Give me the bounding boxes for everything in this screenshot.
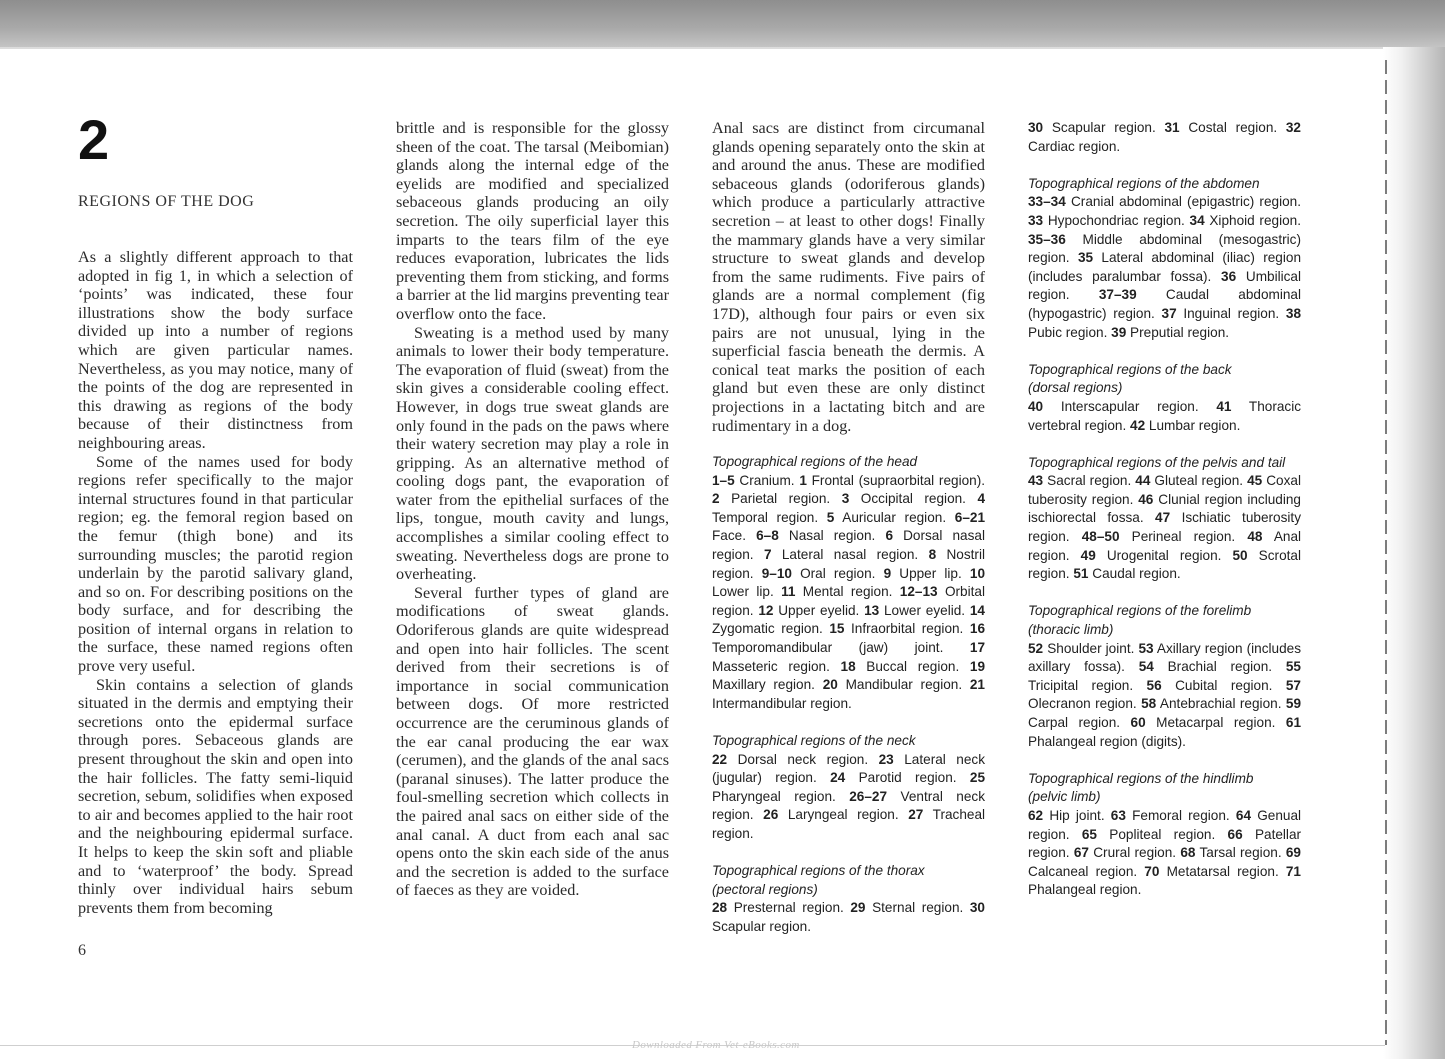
legend-entry-number: 48–50 xyxy=(1081,529,1120,545)
legend-entry-label: Nostril region. xyxy=(712,546,986,581)
legend-entry-label: Interscapular region. xyxy=(1060,398,1199,414)
legend-entry-number: 12 xyxy=(758,602,774,618)
legend-items xyxy=(712,472,985,714)
legend-entry-number: 34 xyxy=(1189,212,1205,228)
legend-entry-number: 37 xyxy=(1161,305,1177,321)
legend-entry-label: Frontal (supraorbital region). xyxy=(811,472,986,488)
legend-entry-number: 45 xyxy=(1247,473,1263,489)
legend-entry-label: Phalangeal region. xyxy=(1028,882,1142,898)
paragraph: Some of the names used for body regions refer specifically to the major internal structures found in that particular region; eg. the femoral region based on the femur (thigh bone) and its surrounding muscles; the parotid region underlain by the parotid salivary gland, and so on. For describing positions on the body surface, and for describing the position of internal organs in relation to the surface, these named regions often prove very useful. xyxy=(78,452,353,676)
legend-entry xyxy=(1162,306,1280,321)
legend-heading: Topographical regions of the head xyxy=(712,454,918,469)
legend-back xyxy=(1028,361,1301,435)
legend-entry xyxy=(1028,194,1301,209)
legend-entry-number: 66 xyxy=(1227,826,1243,842)
legend-entry-number: 40 xyxy=(1028,398,1044,414)
legend-items xyxy=(1028,472,1301,584)
legend-subheading: (dorsal regions) xyxy=(1028,380,1123,396)
legend-entry xyxy=(850,900,963,915)
legend-entry-number: 8 xyxy=(928,546,937,562)
legend-entry-number: 26 xyxy=(763,807,779,823)
legend-entry xyxy=(712,491,830,506)
legend-entry xyxy=(1130,418,1240,433)
legend-entry xyxy=(829,621,963,636)
legend-entry-number: 10 xyxy=(969,565,986,581)
legend-entry-label: Costal region. xyxy=(1188,120,1278,135)
legend-entry-number: 35 xyxy=(1077,250,1094,266)
legend-entry-number: 25 xyxy=(969,770,986,786)
legend-items xyxy=(712,751,985,844)
legend-entry-label: Laryngeal region. xyxy=(787,807,899,823)
legend-heading: Topographical regions of the abdomen xyxy=(1028,175,1260,191)
legend-entry-number: 27 xyxy=(908,807,924,823)
legend-entry-label: Dorsal neck region. xyxy=(737,751,869,767)
legend-entry-label: Olecranon region. xyxy=(1028,696,1137,712)
legend-items xyxy=(1028,193,1301,342)
legend-entry-number: 6 xyxy=(885,528,893,544)
legend-forelimb xyxy=(1028,602,1301,751)
legend-entry-number: 1 xyxy=(799,472,807,488)
legend-entry-label: Zygomatic region. xyxy=(712,621,823,637)
legend-entry-number: 43 xyxy=(1028,473,1044,489)
legend-entry-label: Lumbar region. xyxy=(1148,417,1241,433)
legend-entry-number: 51 xyxy=(1073,566,1089,582)
legend-entry-number: 20 xyxy=(822,677,838,693)
legend-pelvis xyxy=(1028,454,1301,584)
legend-entry-label: Metatarsal region. xyxy=(1166,863,1279,879)
legend-entry-label: Axillary region (includes axillary fossa). xyxy=(1028,640,1301,675)
legend-entry-label: Lateral nasal region. xyxy=(781,546,919,562)
legend-column-4 xyxy=(1028,119,1301,919)
legend-entry xyxy=(762,566,876,581)
legend-entry-number: 53 xyxy=(1138,640,1154,656)
legend-entry-label: Auricular region. xyxy=(842,509,947,525)
legend-entry-label: Hypochondriac region. xyxy=(1047,212,1185,228)
legend-entry xyxy=(830,770,956,785)
legend-entry xyxy=(764,547,918,562)
legend-entry-label: Dorsal nasal region. xyxy=(712,528,985,562)
legend-entry-label: Clunial region including ischiorectal fossa. xyxy=(1028,491,1301,526)
legend-entry-label: Masseteric region. xyxy=(712,658,830,674)
legend-entry-number: 4 xyxy=(977,491,986,507)
legend-entry xyxy=(1028,641,1134,656)
paragraph: Anal sacs are distinct from circumanal glands opening separately onto the skin at and around the anus. These are modified sebaceous glands (odoriferous glands) which produce a particularly attractive secretion – at least to other dogs! Finally the mammary glands have a very similar structure to sweat glands and develop from the same rudiments. Five pairs of glands are a normal complement (fig 17D), although four pairs or even six pairs are not unusual, lying in the superficial fascia beneath the dermis. A conical teat marks the position of each gland but even these are only distinct projections in a lactating bitch and are rudimentary in a dog. xyxy=(712,119,985,435)
legend-entry-label: Gluteal region. xyxy=(1154,473,1244,489)
legend-entry xyxy=(756,528,875,543)
legend-entry xyxy=(1139,659,1272,674)
legend-entry-number: 42 xyxy=(1130,417,1146,433)
legend-entry xyxy=(1190,213,1301,228)
legend-entry-label: Temporal region. xyxy=(712,509,819,525)
legend-entry-label: Mandibular region. xyxy=(845,677,963,693)
legend-entry-label: Lateral abdominal (iliac) region (includes paralumbar fossa). xyxy=(1028,250,1302,284)
legend-entry-label: Antebrachial region. xyxy=(1159,696,1282,712)
chapter-title: REGIONS OF THE DOG xyxy=(78,193,255,210)
legend-entry-number: 9–10 xyxy=(761,565,792,581)
legend-entry xyxy=(758,603,859,618)
legend-entry-label: Intermandibular region. xyxy=(712,695,852,711)
body-column-2 xyxy=(396,119,669,900)
legend-entry-number: 41 xyxy=(1216,398,1232,414)
legend-entry xyxy=(1111,325,1229,340)
legend-entry-label: Scapular region. xyxy=(1051,120,1156,135)
legend-entry xyxy=(712,900,844,915)
legend-entry-number: 48 xyxy=(1247,529,1263,545)
legend-entry-number: 59 xyxy=(1285,696,1302,712)
legend-entry-number: 70 xyxy=(1144,863,1160,879)
legend-entry-number: 12–13 xyxy=(899,584,938,600)
legend-entry-label: Presternal region. xyxy=(733,900,844,916)
legend-entry-label: Femoral region. xyxy=(1132,807,1230,823)
legend-entry xyxy=(1082,827,1215,842)
legend-entry xyxy=(1082,529,1236,544)
legend-entry-label: Tracheal region. xyxy=(712,807,986,841)
legend-entry-number: 3 xyxy=(841,491,850,507)
legend-entry-label: Tricipital region. xyxy=(1028,677,1134,693)
legend-entry-label: Oral region. xyxy=(800,565,876,581)
legend-entry-label: Orbital region. xyxy=(712,584,985,618)
legend-entry-label: Lower lip. xyxy=(712,584,774,600)
legend-entry-number: 21 xyxy=(969,677,985,693)
legend-entry xyxy=(1028,213,1185,228)
paragraph: Skin contains a selection of glands situated in the dermis and emptying their secretions onto the epidermal surface through pores. Sebaceous glands are present throughout the skin and open into the hair follicles. The fatty semi-liquid secretion, sebum, solidifies when exposed to air and becomes applied to the hair root and the neighbouring epidermal surface. It helps to keep the skin soft and pliable and to ‘waterproof’ the body. Spread thinly over individual hairs sebum prevents them from becoming xyxy=(78,675,353,917)
legend-entry-label: Lateral neck (jugular) region. xyxy=(712,751,985,786)
legend-entry-number: 54 xyxy=(1138,659,1154,675)
legend-entry-label: Upper eyelid. xyxy=(778,602,860,618)
paragraph: Several further types of gland are modifications of sweat glands. Odoriferous glands are quite widespread and open into hair follicles. The scent derived from their secretions is of importance in social communication between dogs. Of more restricted occurrence are the ceruminous glands of the ear canal producing the ear wax (cerumen), and the glands of the anal sacs (paranal sinuses). The latter produce the foul-smelling secretion which collects in the paired anal sacs on either side of the anal canal. A duct from each anal sac opens onto the skin each side of the anus and the secretion is added to the surface of faeces as they are voided. xyxy=(396,583,669,900)
legend-entry-label: Caudal region. xyxy=(1092,566,1181,582)
legend-entry-label: Lower eyelid. xyxy=(883,602,966,618)
legend-subheading: (pectoral regions) xyxy=(712,881,818,897)
legend-entry-label: Genual region. xyxy=(1028,807,1302,842)
legend-entry xyxy=(712,473,795,488)
legend-entry-number: 58 xyxy=(1141,696,1157,712)
legend-entry-number: 63 xyxy=(1110,807,1126,823)
legend-entry-label: Anal region. xyxy=(1028,529,1302,563)
legend-entry-label: Temporomandibular (jaw) joint. xyxy=(712,639,944,655)
legend-entry-label: Brachial region. xyxy=(1167,659,1273,675)
legend-entry-label: Crural region. xyxy=(1093,845,1177,861)
legend-entry xyxy=(827,510,946,525)
legend-entry-number: 6–8 xyxy=(756,528,779,544)
legend-entry-number: 5 xyxy=(826,509,835,525)
legend-items xyxy=(1028,119,1301,156)
legend-entry-label: Umbilical region. xyxy=(1028,268,1302,303)
legend-entry-label: Hip joint. xyxy=(1049,807,1105,823)
legend-entry-number: 64 xyxy=(1235,807,1252,823)
legend-subheading: (pelvic limb) xyxy=(1028,789,1101,805)
legend-entry-number: 62 xyxy=(1028,807,1044,823)
legend-entry-number: 56 xyxy=(1146,677,1162,693)
legend-heading: Topographical regions of the hindlimb xyxy=(1028,770,1254,786)
legend-entry-number: 23 xyxy=(878,751,894,767)
legend-entry-number: 15 xyxy=(829,621,845,637)
legend-entry-number: 30 xyxy=(1028,120,1044,135)
legend-items xyxy=(712,899,985,936)
legend-entry xyxy=(884,566,962,581)
legend-entry-number: 6–21 xyxy=(954,509,986,525)
legend-entry-label: Maxillary region. xyxy=(712,677,815,693)
legend-entry xyxy=(1028,473,1131,488)
legend-entry-number: 31 xyxy=(1164,120,1180,135)
legend-subheading: (thoracic limb) xyxy=(1028,622,1114,638)
legend-entry xyxy=(1028,399,1199,414)
legend-thorax xyxy=(712,862,985,936)
legend-entry-label: Middle abdominal (mesogastric) region. xyxy=(1028,231,1302,266)
legend-entry-label: Cardiac region. xyxy=(1028,138,1121,154)
legend-entry xyxy=(1165,120,1278,135)
legend-entry-label: Patellar region. xyxy=(1028,826,1302,861)
legend-entry-label: Cubital region. xyxy=(1175,677,1273,693)
legend-entry-number: 49 xyxy=(1080,547,1096,563)
legend-entry-label: Pubic region. xyxy=(1028,324,1108,340)
legend-entry-number: 14 xyxy=(969,602,985,618)
legend-entry xyxy=(1135,473,1243,488)
legend-items xyxy=(1028,807,1301,900)
legend-entry-label: Parietal region. xyxy=(731,491,831,507)
legend-entry-label: Perineal region. xyxy=(1131,529,1236,545)
legend-entry-number: 71 xyxy=(1285,863,1301,879)
legend-entry-label: Inguinal region. xyxy=(1183,305,1280,321)
legend-entry xyxy=(781,584,892,599)
legend-entry-label: Urogenital region. xyxy=(1106,547,1222,563)
legend-entry-number: 36 xyxy=(1221,268,1237,284)
legend-column-3 xyxy=(712,453,985,955)
legend-entry xyxy=(1141,696,1281,711)
legend-entry xyxy=(1081,548,1222,563)
legend-entry-number: 13 xyxy=(864,602,880,618)
legend-entry-number: 22 xyxy=(712,751,728,767)
legend-entry-label: Ischiatic tuberosity region. xyxy=(1028,510,1301,545)
legend-heading: Topographical regions of the neck xyxy=(712,732,916,748)
paragraph: brittle and is responsible for the glossy sheen of the coat. The tarsal (Meibomian) glands along the internal edge of the eyelids are modified and specialized sebaceous glands producing an oily secretion. The oily superficial layer this imparts to the tears film of the eye reduces evaporation, lubricates the lids preventing them from sticking, and forms a barrier at the lid margins preventing tear overflow onto the face. xyxy=(396,119,669,323)
legend-thorax-continued xyxy=(1028,119,1301,156)
legend-entry xyxy=(1144,864,1278,879)
legend-entry xyxy=(1111,808,1230,823)
legend-entry-number: 9 xyxy=(883,565,892,581)
legend-abdomen xyxy=(1028,175,1301,342)
legend-entry-label: Buccal region. xyxy=(866,658,960,674)
legend-entry-number: 19 xyxy=(969,658,986,674)
legend-entry xyxy=(1073,566,1180,581)
legend-entry xyxy=(1180,845,1281,860)
legend-entry-label: Nasal region. xyxy=(788,528,876,544)
legend-entry-number: 61 xyxy=(1285,715,1302,730)
legend-heading: Topographical regions of the thorax xyxy=(712,863,925,879)
legend-entry xyxy=(1074,845,1176,860)
legend-entry-label: Mental region. xyxy=(802,584,893,600)
legend-entry-number: 24 xyxy=(830,770,846,786)
legend-entry xyxy=(864,603,965,618)
legend-entry-label: Occipital region. xyxy=(860,491,966,507)
legend-entry-label: Thoracic vertebral region. xyxy=(1028,398,1302,433)
legend-entry-number: 37–39 xyxy=(1098,287,1137,303)
legend-entry-number: 39 xyxy=(1111,324,1127,340)
legend-entry-number: 57 xyxy=(1285,677,1301,693)
legend-entry-number: 35–36 xyxy=(1028,231,1066,247)
legend-entry-label: Caudal abdominal (hypogastric) region. xyxy=(1028,287,1301,321)
legend-entry-label: Carpal region. xyxy=(1028,715,1121,730)
legend-entry xyxy=(1028,120,1156,135)
legend-entry-label: Preputial region. xyxy=(1130,324,1230,340)
legend-entry-number: 18 xyxy=(840,658,856,674)
scan-top-shadow xyxy=(0,47,1385,49)
legend-entry-label: Scapular region. xyxy=(712,918,811,934)
legend-entry-label: Tarsal region. xyxy=(1199,845,1282,861)
legend-heading: Topographical regions of the back xyxy=(1028,361,1232,377)
legend-entry-number: 52 xyxy=(1028,640,1044,656)
page-gutter-edge xyxy=(1385,60,1387,1045)
legend-entry-number: 50 xyxy=(1232,547,1248,563)
legend-entry-number: 33–34 xyxy=(1028,194,1066,210)
legend-entry-number: 65 xyxy=(1081,826,1097,842)
legend-entry-number: 38 xyxy=(1285,305,1302,321)
chapter-number: 2 xyxy=(78,108,110,171)
page-number: 6 xyxy=(78,942,86,959)
legend-items xyxy=(1028,398,1301,435)
legend-entry xyxy=(1147,678,1273,693)
legend-entry-label: Cranial abdominal (epigastric) region. xyxy=(1070,194,1301,210)
legend-entry xyxy=(842,491,966,506)
legend-entry-number: 47 xyxy=(1155,510,1171,526)
legend-entry-label: Pharyngeal region. xyxy=(712,788,836,804)
legend-entry-label: Upper lip. xyxy=(899,565,962,581)
legend-entry xyxy=(712,752,868,767)
legend-neck xyxy=(712,732,985,844)
legend-entry-label: Calcaneal region. xyxy=(1028,863,1138,879)
legend-entry-number: 68 xyxy=(1180,845,1196,861)
legend-entry-label: Scrotal region. xyxy=(1028,547,1301,582)
legend-entry-number: 26–27 xyxy=(849,788,888,804)
legend-entry-number: 32 xyxy=(1285,120,1301,135)
legend-entry-number: 1–5 xyxy=(712,472,735,488)
legend-entry xyxy=(823,677,962,692)
body-column-3 xyxy=(712,119,985,435)
legend-heading: Topographical regions of the forelimb xyxy=(1028,603,1252,619)
legend-entry-number: 11 xyxy=(781,584,796,600)
legend-hindlimb xyxy=(1028,770,1301,900)
legend-entry-number: 60 xyxy=(1130,715,1146,730)
body-column-1 xyxy=(78,248,353,917)
legend-entry-label: Shoulder joint. xyxy=(1047,640,1135,656)
legend-entry-number: 55 xyxy=(1285,659,1301,675)
legend-entry-label: Cranium. xyxy=(739,472,795,488)
legend-entry xyxy=(841,659,960,674)
legend-entry-number: 33 xyxy=(1028,212,1044,228)
legend-entry xyxy=(1028,808,1105,823)
legend-entry-number: 7 xyxy=(763,546,772,562)
legend-entry xyxy=(763,807,899,822)
legend-entry-label: Infraorbital region. xyxy=(851,621,964,637)
legend-entry-label: Popliteal region. xyxy=(1109,826,1216,842)
scan-top-border xyxy=(0,0,1445,47)
legend-entry-label: Sternal region. xyxy=(872,900,964,916)
legend-entry-label: Xiphoid region. xyxy=(1209,212,1301,228)
legend-entry-number: 16 xyxy=(969,621,986,637)
legend-entry-label: Ventral neck region. xyxy=(712,788,985,823)
legend-entry-number: 29 xyxy=(850,900,866,916)
legend-items xyxy=(1028,640,1301,752)
legend-entry-label: Metacarpal region. xyxy=(1156,715,1276,730)
legend-entry-number: 30 xyxy=(969,900,985,916)
legend-entry-label: Face. xyxy=(712,528,746,544)
legend-entry-label: Phalangeal region (digits). xyxy=(1028,733,1186,749)
legend-entry-number: 67 xyxy=(1073,845,1089,861)
legend-entry-label: Coxal tuberosity region. xyxy=(1028,473,1301,507)
legend-entry-number: 46 xyxy=(1138,491,1154,507)
legend-head xyxy=(712,453,985,713)
legend-entry-number: 28 xyxy=(712,900,728,916)
watermark: Downloaded From Vet-eBooks.com xyxy=(632,1039,800,1051)
legend-entry-number: 17 xyxy=(969,639,986,655)
legend-heading: Topographical regions of the pelvis and tail xyxy=(1028,454,1286,470)
legend-entry-label: Sacral region. xyxy=(1047,473,1132,489)
legend-entry xyxy=(799,473,985,488)
page-gutter-shadow xyxy=(1383,47,1445,1059)
legend-entry xyxy=(1131,715,1276,730)
legend-entry-label: Parotid region. xyxy=(858,770,957,786)
legend-entry-number: 69 xyxy=(1285,845,1301,861)
legend-entry-number: 2 xyxy=(712,491,720,507)
paragraph: As a slightly different approach to that adopted in fig 1, in which a selection of ‘points’ was indicated, these four illustrations show the body surface divided up into a number of regions which are given particular names. Nevertheless, as you may notice, many of the points of the dog are represented in this drawing as regions of the body because of their distinctness from neighbouring areas. xyxy=(78,248,353,452)
paragraph: Sweating is a method used by many animals to lower their body temperature. The evaporation of fluid (sweat) from the skin gives a considerable cooling effect. However, in dogs true sweat glands are only found in the pads on the paws where their watery secretion may play a role in gripping. As an alternative method of cooling dogs pant, the evaporation of water from the epithelial surfaces of the lips, tongue, mouth cavity and lungs, accomplishes a similar cooling effect to sweating. Nevertheless dogs are prone to overheating. xyxy=(396,323,669,584)
legend-entry-number: 44 xyxy=(1135,473,1151,489)
